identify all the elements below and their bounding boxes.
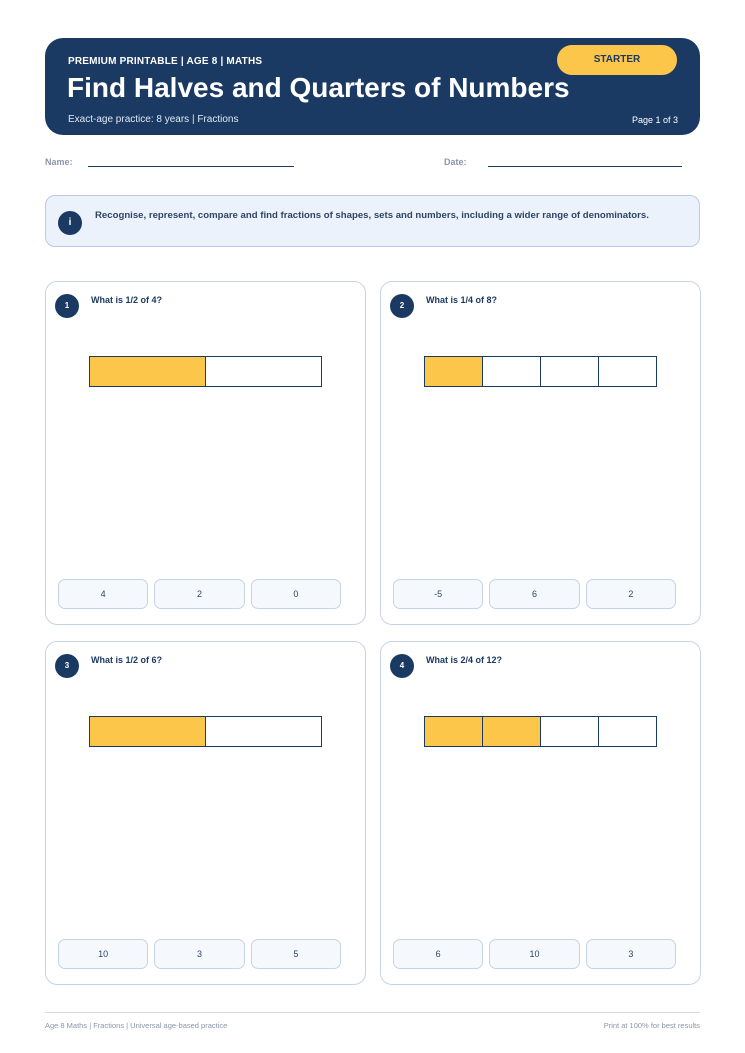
name-line[interactable]: [88, 166, 294, 167]
shaded-segment: [90, 717, 206, 746]
page-indicator: Page 1 of 3: [631, 115, 678, 125]
level-badge: STARTER: [557, 45, 677, 75]
shaded-segment: [425, 357, 483, 386]
unshaded-segment: [599, 357, 656, 386]
info-box: [45, 195, 700, 247]
question-number: 2: [390, 294, 414, 318]
answer-option[interactable]: -5: [393, 579, 483, 609]
footer-right-text: Print at 100% for best results: [603, 1021, 700, 1030]
unshaded-segment: [541, 717, 599, 746]
answer-options: [393, 579, 676, 609]
name-label: Name:: [45, 157, 73, 167]
header-subtitle: Exact-age practice: 8 years | Fractions: [68, 114, 239, 125]
answer-option[interactable]: 6: [489, 579, 579, 609]
answer-option[interactable]: 6: [393, 939, 483, 969]
unshaded-segment: [206, 717, 321, 746]
answer-option[interactable]: 10: [489, 939, 579, 969]
info-icon: i: [58, 211, 82, 235]
answer-option[interactable]: 2: [154, 579, 244, 609]
unshaded-segment: [206, 357, 321, 386]
question-text: What is 1/4 of 8?: [426, 295, 498, 305]
unshaded-segment: [599, 717, 656, 746]
question-number: 4: [390, 654, 414, 678]
question-card: [45, 641, 366, 985]
info-text: Recognise, represent, compare and find fractions of shapes, sets and numbers, including a wider range of denominators.: [95, 210, 649, 221]
answer-option[interactable]: 5: [251, 939, 341, 969]
answer-options: [393, 939, 676, 969]
question-text: What is 2/4 of 12?: [426, 655, 503, 665]
answer-option[interactable]: 2: [586, 579, 676, 609]
page-title: Find Halves and Quarters of Numbers: [67, 72, 570, 103]
answer-option[interactable]: 3: [154, 939, 244, 969]
answer-option[interactable]: 10: [58, 939, 148, 969]
date-label: Date:: [444, 157, 467, 167]
question-number: 1: [55, 294, 79, 318]
answer-option[interactable]: 3: [586, 939, 676, 969]
unshaded-segment: [483, 357, 541, 386]
unshaded-segment: [541, 357, 599, 386]
question-number: 3: [55, 654, 79, 678]
answer-option[interactable]: 4: [58, 579, 148, 609]
question-text: What is 1/2 of 4?: [91, 295, 163, 305]
fraction-bar: [424, 716, 657, 747]
header-kicker: PREMIUM PRINTABLE | AGE 8 | MATHS: [68, 56, 263, 67]
shaded-segment: [90, 357, 206, 386]
answer-options: [58, 939, 341, 969]
footer-left-text: Age 8 Maths | Fractions | Universal age-based practice: [45, 1021, 228, 1030]
date-line[interactable]: [488, 166, 682, 167]
answer-option[interactable]: 0: [251, 579, 341, 609]
fraction-bar: [89, 356, 322, 387]
fraction-bar: [89, 716, 322, 747]
question-text: What is 1/2 of 6?: [91, 655, 163, 665]
question-card: [380, 641, 701, 985]
shaded-segment: [483, 717, 541, 746]
question-card: [45, 281, 366, 625]
question-card: [380, 281, 701, 625]
fraction-bar: [424, 356, 657, 387]
shaded-segment: [425, 717, 483, 746]
worksheet-header: [45, 38, 700, 135]
footer-divider: [45, 1012, 700, 1013]
answer-options: [58, 579, 341, 609]
